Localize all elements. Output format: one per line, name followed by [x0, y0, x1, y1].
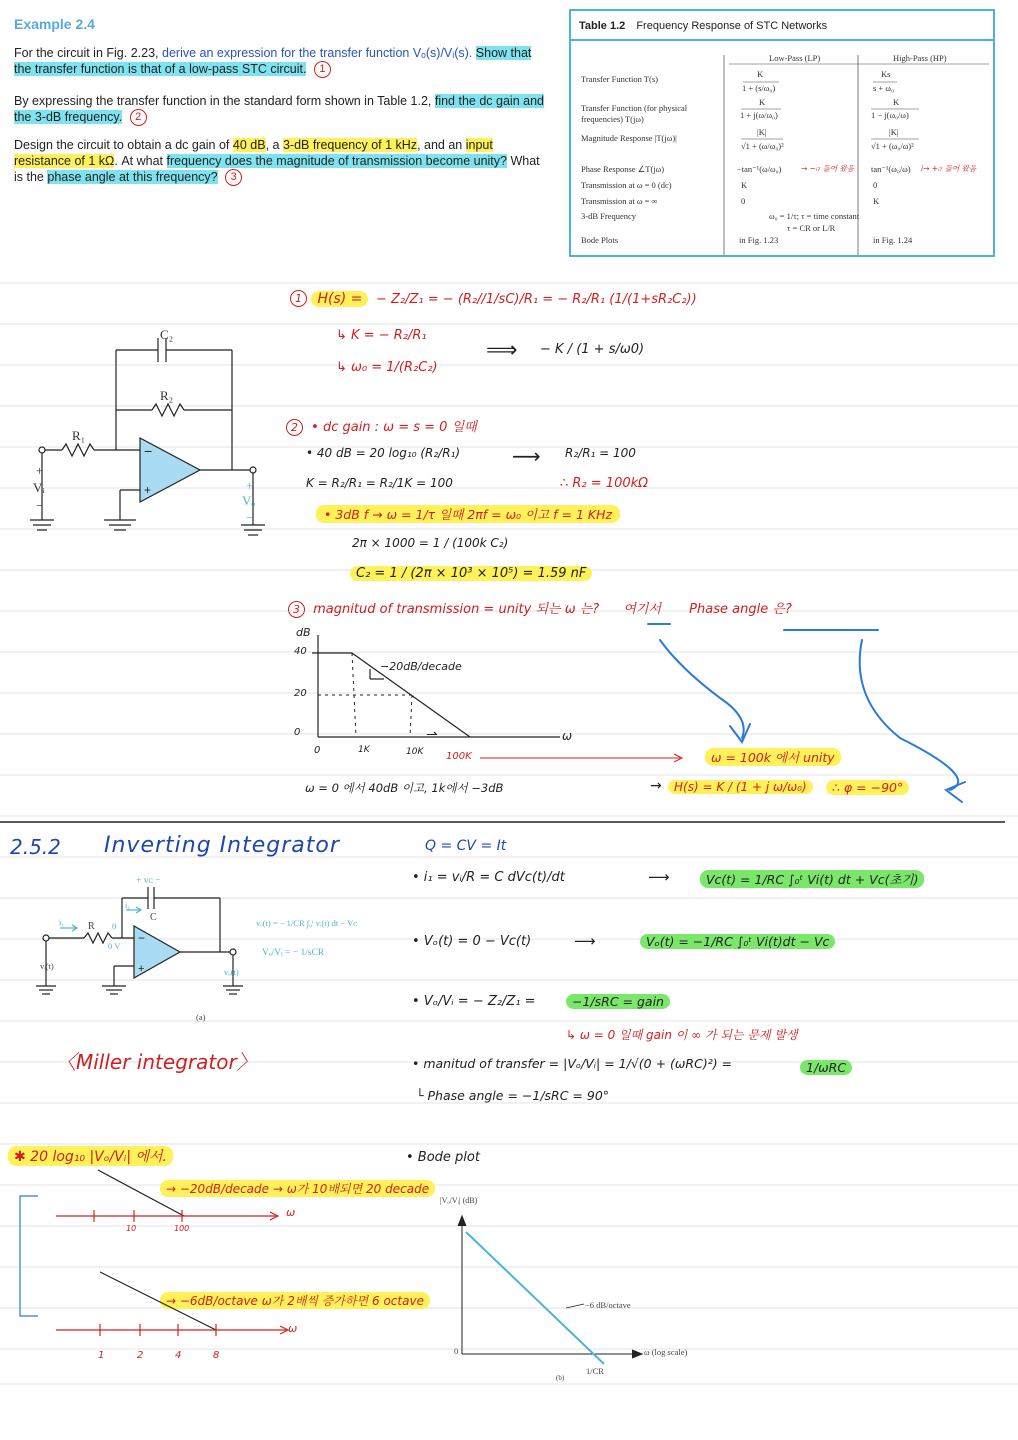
sketch1-t100: 100 — [174, 1224, 190, 1233]
bode-note-title: ✱ 20 log₁₀ |Vₒ/Vᵢ| 에서. — [8, 1146, 173, 1166]
note-3-answer: ω = 100k 에서 unity — [705, 748, 841, 766]
integrator-charge: Q = CV = It — [425, 838, 507, 854]
lp-phase-note: → −ᵢ₇ 들어 왔음 — [801, 164, 855, 173]
sketch1-t10: 10 — [126, 1224, 137, 1233]
bode-note-octave: → −6dB/octave ω가 2배씩 증가하면 6 octave — [160, 1292, 430, 1309]
bode1-x1k: 1K — [358, 745, 370, 755]
sketch2-o4: 4 — [175, 1350, 182, 1361]
integrator-vo-pre: • Vₒ(t) = 0 − Vc(t) — [412, 934, 532, 949]
label-r2: R₂ — [160, 388, 174, 403]
note-2-40db: • 40 dB = 20 log₁₀ (R₂/R₁) — [306, 446, 461, 460]
example-paragraph-3: Design the circuit to obtain a dc gain of 40 dB, a 3-dB frequency of 1 kHz, and an input resistance of 1 kΩ. At what frequency does the magnitude of transmission become unity? What is the phase angle at this frequency? 3 — [14, 137, 544, 186]
row-3db: 3-dB Frequency — [581, 211, 637, 221]
hp-phase: tan⁻¹(ω₀/ω) — [871, 164, 911, 174]
lp-mag-num: |K| — [757, 127, 767, 137]
example-title: Example 2.4 — [14, 16, 95, 32]
note-2-calc: 2π × 1000 = 1 / (100k C₂) — [352, 536, 509, 550]
note-1-k: ↳ K = − R₂/R₁ — [336, 328, 427, 343]
note-2-3db: • 3dB f → ω = 1/τ 일때 2πf = ω₀ 이고 f = 1 KHz — [316, 505, 620, 523]
step-marker-3: 3 — [225, 169, 242, 186]
note-2-dc: 2 • dc gain : ω = s = 0 일때 — [286, 416, 477, 436]
integrator-phase: └ Phase angle = −1/sRC = 90° — [416, 1088, 610, 1103]
lp-phase: −tan⁻¹(ω/ω₀) — [737, 164, 782, 174]
note-2-c2: C₂ = 1 / (2π × 10³ × 10⁵) = 1.59 nF — [350, 566, 592, 581]
bode-plot-integrator — [436, 1196, 696, 1386]
note-1-w0: ↳ ω₀ = 1/(R₂C₂) — [336, 360, 438, 375]
note-3-bottom: ω = 0 에서 40dB 이고, 1k에서 −3dB — [305, 781, 504, 795]
f3db-line-2: τ = CR or L/R — [787, 223, 836, 233]
row-phase: Phase Response ∠T(jω) — [581, 164, 665, 174]
col-header-highpass: High-Pass (HP) — [893, 53, 947, 63]
row-tf-physical-2: frequencies) T(jω) — [581, 114, 644, 124]
lp-bode: in Fig. 1.23 — [739, 235, 779, 245]
row-bode: Bode Plots — [581, 235, 619, 245]
section-number: 2.5.2 — [10, 835, 61, 859]
hp-tf-num: Ks — [881, 69, 891, 79]
lp-tfp-num: K — [759, 97, 766, 107]
bode2-origin: 0 — [454, 1346, 459, 1356]
label-zero: 0 — [112, 921, 117, 931]
hp-bode: in Fig. 1.24 — [873, 235, 913, 245]
hp-tf-den: s + ω₀ — [873, 83, 894, 93]
label-r: R — [88, 921, 95, 932]
hp-mag-den: √1 + (ω₀/ω)² — [871, 141, 914, 151]
bode2-slope: −6 dB/octave — [585, 1300, 631, 1310]
sketch2-o8: 8 — [213, 1350, 220, 1361]
note-3-question: 3 magnitud of transmission = unity 되는 ω 는? 여기서 Phase angle 은? — [288, 598, 792, 618]
note-3-hs: H(s) = K / (1 + j ω/ω₀) — [668, 780, 813, 794]
integrator-circuit — [30, 870, 260, 1000]
hp-dc: 0 — [873, 180, 878, 190]
step-marker-1: 1 — [314, 61, 331, 78]
note-2-r2: ∴ R₂ = 100kΩ — [560, 476, 649, 491]
hp-tfp-den: 1 − j(ω₀/ω) — [871, 110, 909, 120]
integrator-magnitude-result: 1/ωRC — [800, 1060, 852, 1075]
integrator-vo: Vₒ(t) = −1/RC ∫₀ᵗ Vi(t)dt − Vc — [640, 934, 835, 949]
label-i1-b: i₁ — [125, 900, 131, 910]
bode1-slope: −20dB/decade — [380, 660, 462, 673]
svg-text:+: + — [138, 963, 145, 975]
miller-label: 〈Miller integrator〉 — [56, 1050, 257, 1074]
integrator-magnitude: • manitud of transfer = |Vₒ/Vᵢ| = 1/√(0 + (ωRC)²) = — [412, 1056, 733, 1071]
f3db-line-1: ω₀ = 1/τ; τ = time constant — [769, 211, 860, 221]
sketch1-axis: ω — [286, 1206, 296, 1219]
label-zero-v: 0 V — [108, 941, 121, 951]
sketch2-axis: ω — [288, 1322, 298, 1335]
step-marker-2: 2 — [130, 109, 147, 126]
integrator-eq2: Vₒ/Vᵢ = − 1/sCR — [262, 948, 325, 958]
label-plus-in: + — [36, 463, 44, 478]
lp-tf-den: 1 + (s/ω₀) — [742, 83, 776, 93]
label-minus-in: − — [36, 498, 44, 513]
label-vi-t: vᵢ(t) — [40, 961, 54, 971]
label-minus-out: − — [246, 510, 254, 525]
hp-tfp-num: K — [893, 97, 900, 107]
bode1-xaxis: ω — [562, 729, 573, 743]
label-vc: + vᴄ − — [136, 876, 161, 886]
lp-inf: 0 — [741, 196, 746, 206]
example-paragraph-1: For the circuit in Fig. 2.23, derive an expression for the transfer function Vₒ(s)/Vᵢ(s). Show that the transfer function is that of a low-pass STC circuit. 1 — [14, 45, 544, 78]
bode2-cross: 1/CR — [586, 1366, 604, 1376]
row-transfer-function: Transfer Function T(s) — [581, 74, 658, 84]
integrator-w0-note: ↳ ω = 0 일때 gain 이 ∞ 가 되는 문제 발생 — [566, 1028, 798, 1042]
integrator-gain: −1/sRC = gain — [566, 994, 670, 1009]
row-tf-physical-1: Transfer Function (for physical — [581, 103, 688, 113]
section-title: Inverting Integrator — [104, 833, 340, 858]
lp-mag-den: √1 + (ω/ω₀)² — [741, 141, 784, 151]
bode2-xlabel: ω (log scale) — [644, 1347, 688, 1357]
example-paragraph-2: By expressing the transfer function in the standard form shown in Table 1.2, find the dc gain and the 3-dB frequency. 2 — [14, 93, 544, 126]
label-r1: R₁ — [72, 428, 86, 443]
frequency-response-table — [569, 9, 995, 257]
arrow-4: ⟶ — [574, 932, 596, 950]
bode1-x10k: 10K — [406, 747, 424, 757]
implies-arrow: ⟹ — [486, 338, 518, 363]
svg-text:−: − — [144, 443, 153, 459]
note-1-derivation: − Z₂/Z₁ = − (R₂//1/sC)/R₁ = − R₂/R₁ (1/(1+sR₂C₂)) — [376, 292, 697, 307]
row-magnitude: Magnitude Response |T(jω)| — [581, 133, 677, 143]
bode1-y20: 20 — [294, 688, 307, 699]
sketch2-o2: 2 — [137, 1350, 144, 1361]
label-c2: C₂ — [160, 327, 174, 342]
svg-text:+: + — [144, 483, 152, 497]
row-infinity: Transmission at ω = ∞ — [581, 196, 658, 206]
integrator-ratio: • Vₒ/Vᵢ = − Z₂/Z₁ = — [412, 994, 536, 1009]
arrow-1: ⟶ — [512, 444, 541, 468]
bode1-y40: 40 — [294, 646, 307, 657]
bode2-ylabel: |Vₒ/Vᵢ| (dB) — [440, 1196, 478, 1205]
fig-a-label: (a) — [196, 1012, 206, 1022]
note-3-phase: ∴ φ = −90° — [826, 780, 909, 795]
label-vo-t: vₒ(t) — [224, 967, 239, 977]
note-1-standard-form: − K / (1 + s/ω0) — [540, 342, 645, 357]
table-header: Table 1.2 Frequency Response of STC Networks — [571, 11, 993, 41]
bode-note-decade: → −20dB/decade → ω가 10배되면 20 decade — [160, 1180, 435, 1197]
label-vo: Vₒ — [242, 493, 256, 508]
integrator-eq1: vₒ(t) = − 1/CR ∫₀ᵗ vᵢ(t) dt − Vᴄ — [256, 918, 358, 928]
hp-phase-note: i→ +ᵢ₇ 들어 왔음 — [921, 164, 977, 173]
label-vi: Vᵢ — [33, 480, 45, 495]
lowpass-circuit — [20, 320, 270, 550]
col-header-lowpass: Low-Pass (LP) — [769, 53, 821, 63]
arrow-3: ⟶ — [648, 868, 670, 886]
label-c: C — [150, 912, 157, 923]
row-dc: Transmission at ω = 0 (dc) — [581, 180, 672, 190]
bode1-x0: 0 — [314, 745, 321, 756]
hp-inf: K — [873, 196, 880, 206]
hp-mag-num: |K| — [889, 127, 899, 137]
lp-tfp-den: 1 + j(ω/ω₀) — [740, 110, 778, 120]
integrator-vc: Vc(t) = 1/RC ∫₀ᵗ Vi(t) dt + Vc(초기) — [700, 870, 924, 888]
sketch2-o1: 1 — [98, 1350, 105, 1361]
label-i1-a: i₁ — [59, 917, 65, 927]
hand-bode-sketches — [16, 1160, 306, 1360]
bode1-x100k: 100K — [446, 751, 472, 762]
lp-dc: K — [741, 180, 748, 190]
svg-text:⇀: ⇀ — [426, 726, 438, 742]
bode1-y0: 0 — [294, 727, 301, 738]
bode1-ylabel: dB — [296, 626, 311, 639]
fig-b-label: (b) — [556, 1374, 565, 1382]
arrow-2: → — [650, 778, 662, 794]
note-2-ratio: R₂/R₁ = 100 — [565, 446, 636, 460]
note-1-mark: 1 H(s) = — [290, 290, 368, 307]
lp-tf-num: K — [757, 69, 764, 79]
label-plus-out: + — [246, 478, 254, 493]
bode-plot-heading: • Bode plot — [406, 1150, 480, 1165]
svg-text:−: − — [138, 931, 146, 945]
integrator-i1: • i₁ = vᵢ/R = C dVc(t)/dt — [412, 870, 565, 885]
note-2-k: K = R₂/R₁ = R₂/1K = 100 — [306, 476, 453, 490]
